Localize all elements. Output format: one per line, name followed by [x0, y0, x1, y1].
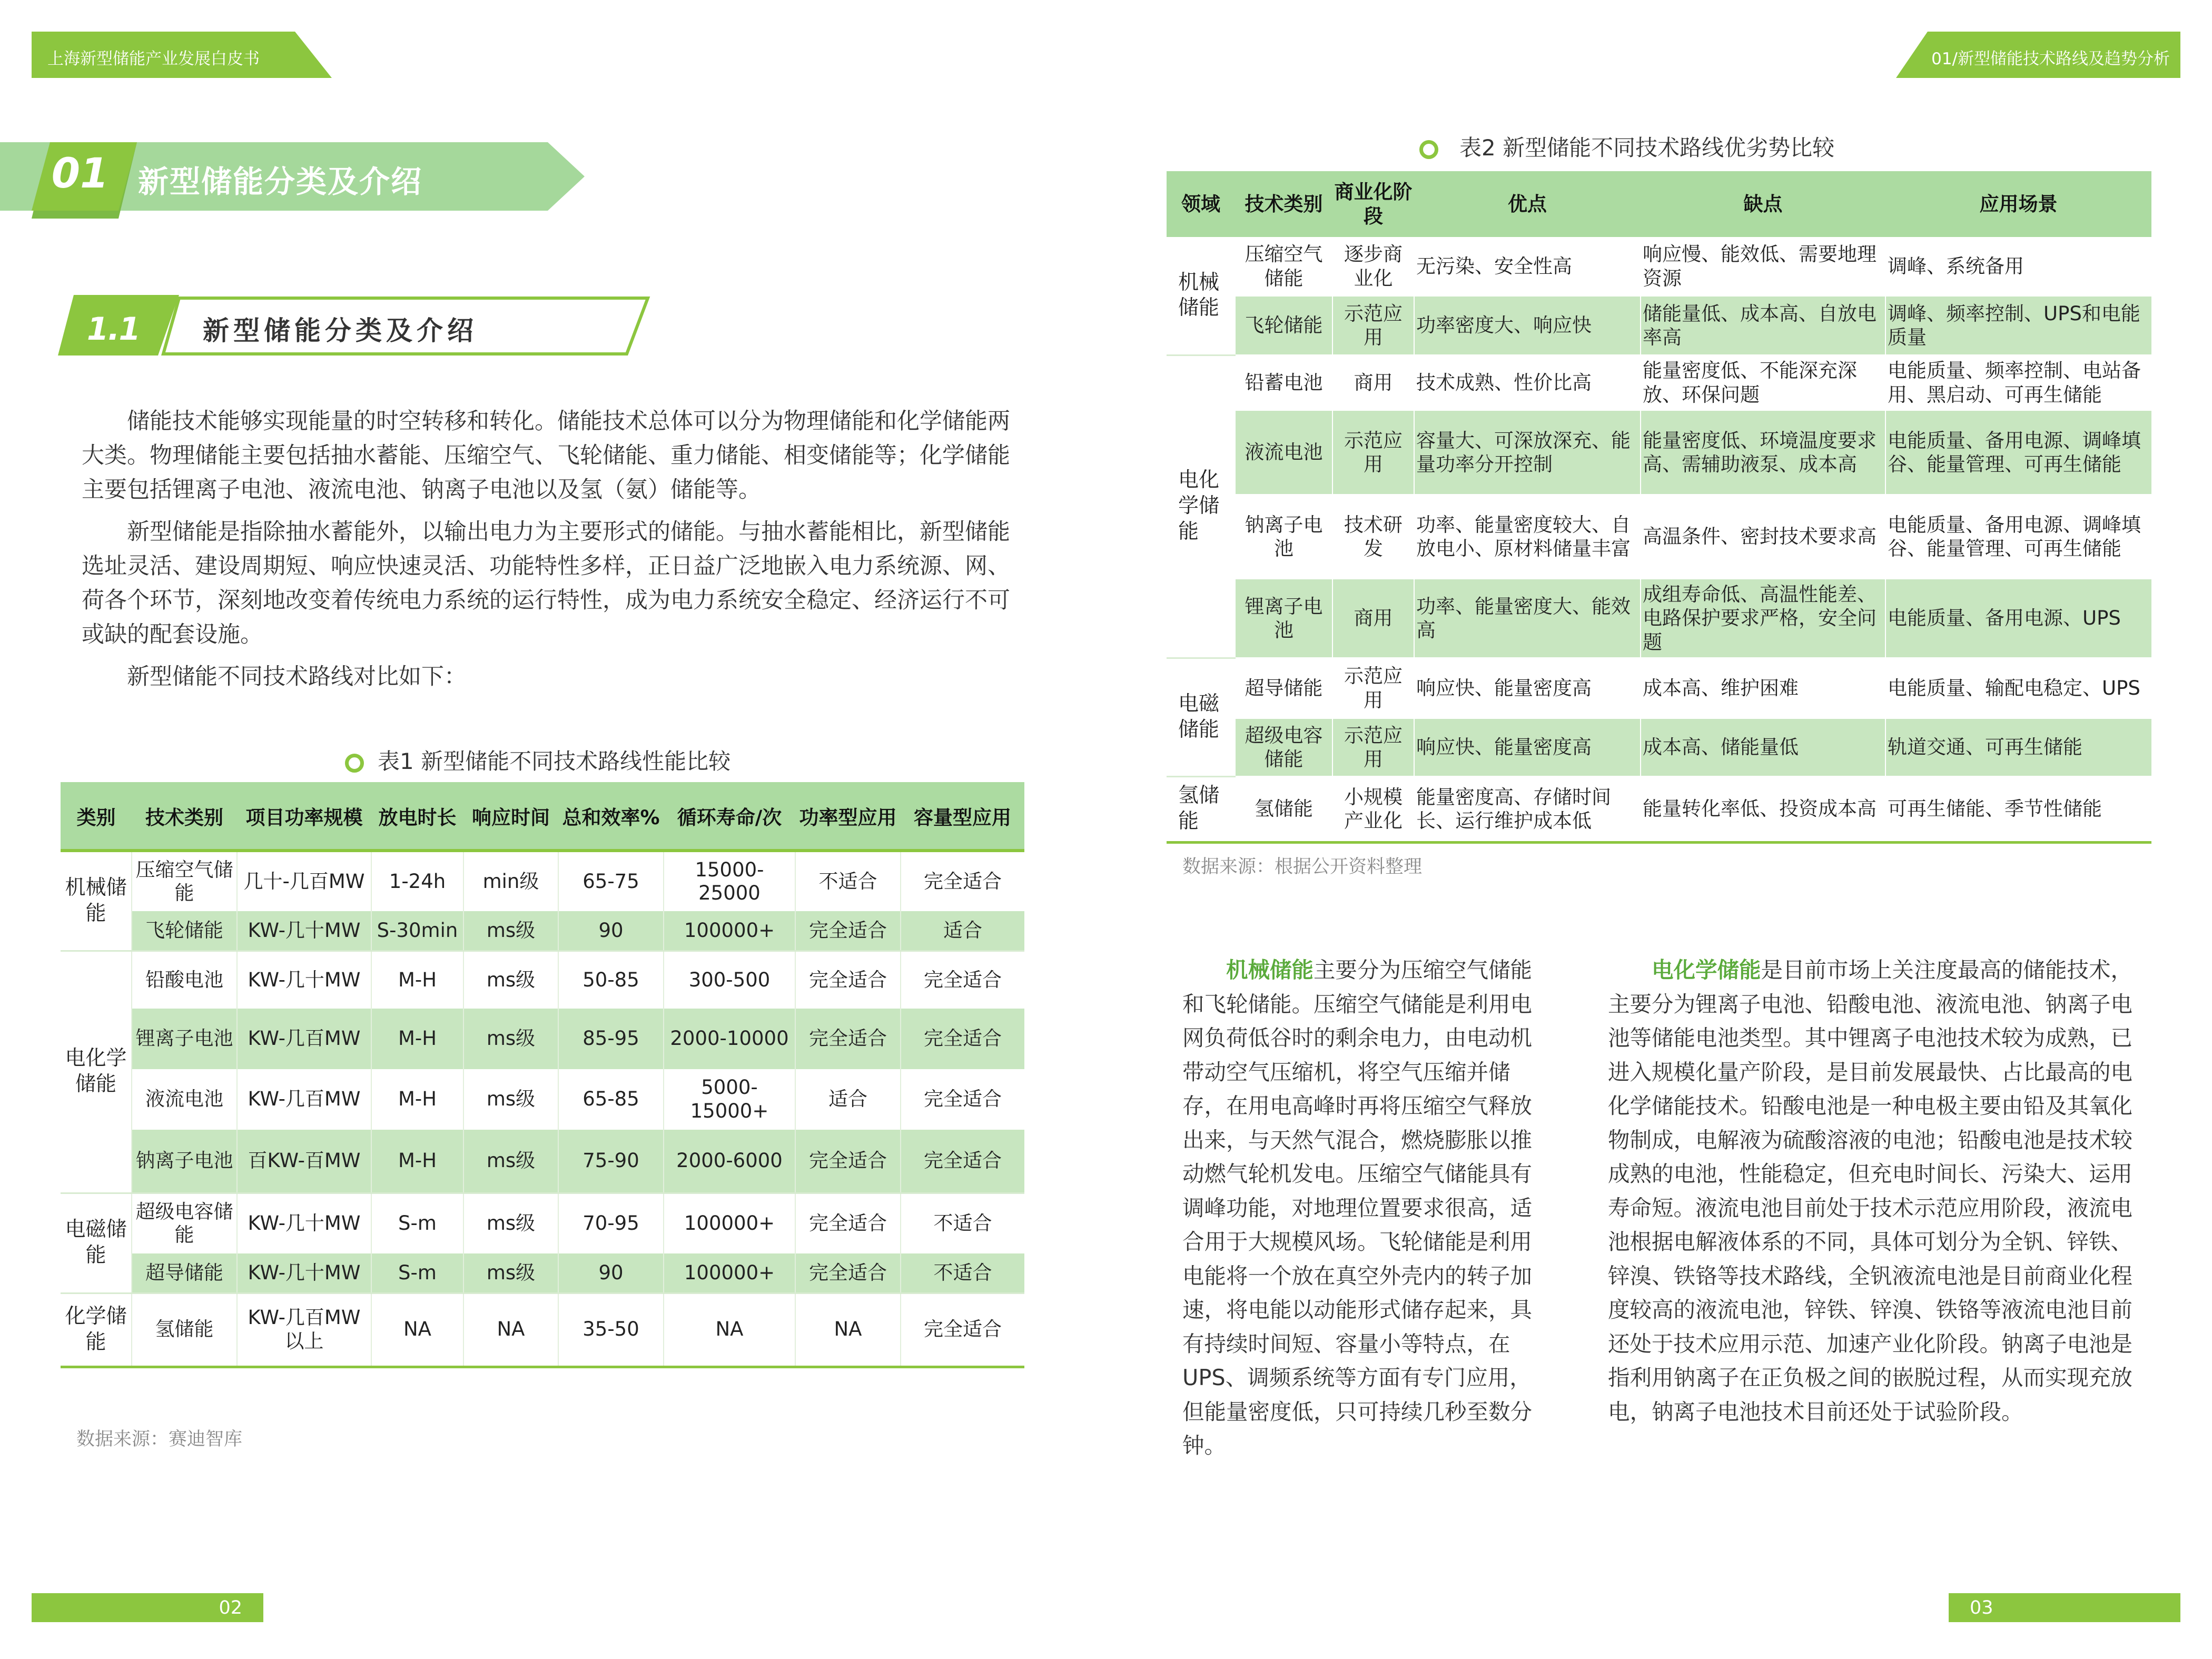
table2-scenario-cell: 轨道交通、可再生储能	[1885, 718, 2151, 776]
table1-category-cell: 机械储能	[61, 851, 132, 951]
table2-pros-cell: 响应快、能量密度高	[1414, 658, 1641, 718]
table1-value-cell: KW-几百MW	[237, 1009, 371, 1069]
table1-value-cell: M-H	[371, 1069, 463, 1130]
table1-value-cell: 完全适合	[901, 951, 1024, 1009]
table1-header-power-app: 功率型应用	[795, 782, 901, 851]
table1-value-cell: ms级	[463, 1069, 558, 1130]
table2-stage-cell: 示范应用	[1332, 410, 1414, 495]
subsection-title: 新型储能分类及介绍	[203, 315, 478, 346]
table2-header-scenarios: 应用场景	[1885, 171, 2151, 237]
table1-header-category: 类别	[61, 782, 132, 851]
table1-value-cell: S-30min	[371, 911, 463, 951]
table1-value-cell: 90	[558, 911, 664, 951]
table2-caption-text: 表2 新型储能不同技术路线优劣势比较	[1459, 135, 1835, 161]
table1-tech-cell: 压缩空气储能	[132, 851, 237, 911]
advantages-table	[1167, 171, 2151, 844]
table2-tech-cell: 液流电池	[1235, 410, 1332, 495]
table1-value-cell: M-H	[371, 1130, 463, 1193]
table2-stage-cell: 商用	[1332, 579, 1414, 658]
table2-scenario-cell: 调峰、频率控制、UPS和电能质量	[1885, 296, 2151, 355]
table1-header-efficiency: 总和效率%	[558, 782, 664, 851]
table2-scenario-cell: 电能质量、备用电源、调峰填谷、能量管理、可再生储能	[1885, 410, 2151, 495]
table2-header-domain: 领域	[1167, 171, 1235, 237]
table1-header-response: 响应时间	[463, 782, 558, 851]
header-left-label: 上海新型储能产业发展白皮书	[47, 50, 260, 68]
table2-stage-cell: 逐步商业化	[1332, 237, 1414, 296]
table2-cons-cell: 响应慢、能效低、需要地理资源	[1641, 237, 1885, 296]
table2-header-pros: 优点	[1414, 171, 1641, 237]
table1-value-cell: S-m	[371, 1253, 463, 1293]
table1-header-duration: 放电时长	[371, 782, 463, 851]
table2-domain-cell: 机械储能	[1167, 237, 1235, 355]
electrochemical-storage-text: 是目前市场上关注度最高的储能技术，主要分为锂离子电池、铅酸电池、液流电池、钠离子电池等储能电池类型。其中锂离子电池技术较为成熟，已进入规模化量产阶段，是目前发展最快、占比最高的电化学储能技术。铅酸电池是一种电极主要由铅及其氧化物制成，电解液为硫酸溶液的电池；铅酸电池是技术较成熟的电池，性能稳定，但充电时间长、污染大、运用寿命短。液流电池目前处于技术示范应用阶段，液流电池根据电解液体系的不同，具体可划分为全钒、锌铁、锌溴、铁铬等技术路线，全钒液流电池是目前商业化程度较高的液流电池，锌铁、锌溴、铁铬等液流电池目前还处于技术应用示范、加速产业化阶段。钠离子电池是指利用钠离子在正负极之间的嵌脱过程，从而实现充放电，钠离子电池技术目前还处于试验阶段。	[1608, 957, 2133, 1425]
table1-value-cell: KW-几十MW	[237, 1193, 371, 1253]
table2-pros-cell: 容量大、可深放深充、能量功率分开控制	[1414, 410, 1641, 495]
table1-value-cell: 完全适合	[901, 1293, 1024, 1367]
table1-value-cell: S-m	[371, 1193, 463, 1253]
table2-pros-cell: 能量密度高、存储时间长、运行维护成本低	[1414, 776, 1641, 842]
table1-value-cell: NA	[795, 1293, 901, 1367]
table1-caption-text: 表1 新型储能不同技术路线性能比较	[378, 748, 731, 774]
table1-value-cell: 适合	[901, 911, 1024, 951]
table2-row	[1167, 355, 2151, 410]
table2-cons-cell: 高温条件、密封技术要求高	[1641, 495, 1885, 579]
table2-stage-cell: 商用	[1332, 355, 1414, 410]
table1-header-tech: 技术类别	[132, 782, 237, 851]
circle-bullet-icon	[345, 754, 364, 773]
table2-tech-cell: 超导储能	[1235, 658, 1332, 718]
table2-cons-cell: 能量密度低、环境温度要求高、需辅助液泵、成本高	[1641, 410, 1885, 495]
table1-source: 数据来源：赛迪智库	[76, 1429, 243, 1450]
intro-paragraph-1: 储能技术能够实现能量的时空转移和转化。储能技术总体可以分为物理储能和化学储能两大类。物理储能主要包括抽水蓄能、压缩空气、飞轮储能、重力储能、相变储能等；化学储能主要包括锂离子电池、液流电池、钠离子电池以及氢（氨）储能等。	[82, 408, 1010, 503]
intro-paragraph-2: 新型储能是指除抽水蓄能外，以输出电力为主要形式的储能。与抽水蓄能相比，新型储能选址灵活、建设周期短、响应快速灵活、功能特性多样，正日益广泛地嵌入电力系统源、网、荷各个环节，深刻地改变着传统电力系统的运行特性，成为电力系统安全稳定、经济运行不可或缺的配套设施。	[82, 519, 1010, 648]
table1-value-cell: 不适合	[901, 1253, 1024, 1293]
table1-value-cell: 适合	[795, 1069, 901, 1130]
footer-left-bar	[32, 1593, 263, 1622]
table1-value-cell: 完全适合	[901, 851, 1024, 911]
table2-stage-cell: 示范应用	[1332, 296, 1414, 355]
table1-row	[61, 1293, 1024, 1367]
table1-row	[61, 1069, 1024, 1130]
table1-value-cell: ms级	[463, 1253, 558, 1293]
table2-pros-cell: 响应快、能量密度高	[1414, 718, 1641, 776]
table2-cons-cell: 能量密度低、不能深充深放、环保问题	[1641, 355, 1885, 410]
table2-pros-cell: 功率、能量密度大、能效高	[1414, 579, 1641, 658]
header-right-label: 01/新型储能技术路线及趋势分析	[1931, 50, 2170, 68]
table1-value-cell: 15000-25000	[664, 851, 795, 911]
table1-value-cell: 完全适合	[901, 1069, 1024, 1130]
table2-tech-cell: 铅蓄电池	[1235, 355, 1332, 410]
electrochemical-storage-term: 电化学储能	[1652, 957, 1761, 983]
table1-value-cell: 不适合	[795, 851, 901, 911]
table2-tech-cell: 钠离子电池	[1235, 495, 1332, 579]
table1-value-cell: ms级	[463, 1193, 558, 1253]
table2-tech-cell: 锂离子电池	[1235, 579, 1332, 658]
table2-stage-cell: 小规模产业化	[1332, 776, 1414, 842]
table2-domain-cell: 电化学储能	[1167, 355, 1235, 658]
table1-value-cell: NA	[463, 1293, 558, 1367]
table2-domain-cell: 电磁储能	[1167, 658, 1235, 776]
table1-value-cell: KW-几百MW以上	[237, 1293, 371, 1367]
table2-scenario-cell: 电能质量、频率控制、电站备用、黑启动、可再生储能	[1885, 355, 2151, 410]
table2-row	[1167, 718, 2151, 776]
table2-source: 数据来源：根据公开资料整理	[1182, 856, 1423, 877]
table1-header-cycle-life: 循环寿命/次	[664, 782, 795, 851]
table1-value-cell: KW-几十MW	[237, 911, 371, 951]
table1-value-cell: NA	[371, 1293, 463, 1367]
table1-value-cell: 5000-15000+	[664, 1069, 795, 1130]
table1-value-cell: 完全适合	[795, 1253, 901, 1293]
table2-caption	[1419, 131, 1834, 162]
performance-table	[61, 782, 1024, 1368]
table1-tech-cell: 铅酸电池	[132, 951, 237, 1009]
section-title: 新型储能分类及介绍	[138, 164, 423, 200]
table1-value-cell: KW-几十MW	[237, 1253, 371, 1293]
mechanical-storage-term: 机械储能	[1226, 957, 1314, 983]
table1-category-cell: 电磁储能	[61, 1193, 132, 1293]
table1-value-cell: 50-85	[558, 951, 664, 1009]
table2-pros-cell: 功率密度大、响应快	[1414, 296, 1641, 355]
table2-scenario-cell: 电能质量、备用电源、UPS	[1885, 579, 2151, 658]
table2-pros-cell: 无污染、安全性高	[1414, 237, 1641, 296]
table1-value-cell: ms级	[463, 1009, 558, 1069]
table1-row	[61, 1130, 1024, 1193]
subsection-number: 1.1	[86, 311, 140, 348]
table2-header-stage: 商业化阶段	[1332, 171, 1414, 237]
intro-text	[82, 404, 1030, 694]
table2-row	[1167, 579, 2151, 658]
table2-domain-cell: 氢储能	[1167, 776, 1235, 842]
table2-cons-cell: 成本高、储能量低	[1641, 718, 1885, 776]
intro-paragraph-3: 新型储能不同技术路线对比如下：	[127, 664, 467, 690]
table2-pros-cell: 功率、能量密度较大、自放电小、原材料储量丰富	[1414, 495, 1641, 579]
page-number-right: 03	[1970, 1597, 1993, 1618]
section-number: 01	[51, 150, 109, 197]
table2-row	[1167, 776, 2151, 842]
table2-row	[1167, 658, 2151, 718]
table1-tech-cell: 超导储能	[132, 1253, 237, 1293]
table2-cons-cell: 能量转化率低、投资成本高	[1641, 776, 1885, 842]
table2-header-cons: 缺点	[1641, 171, 1885, 237]
table1-value-cell: 90	[558, 1253, 664, 1293]
table1-tech-cell: 超级电容储能	[132, 1193, 237, 1253]
table1-tech-cell: 氢储能	[132, 1293, 237, 1367]
table2-cons-cell: 储能量低、成本高、自放电率高	[1641, 296, 1885, 355]
footer-right-bar	[1949, 1593, 2180, 1622]
table2-row	[1167, 296, 2151, 355]
table1-value-cell: 完全适合	[795, 951, 901, 1009]
circle-bullet-icon	[1419, 140, 1438, 159]
table1-header-capacity-app: 容量型应用	[901, 782, 1024, 851]
table2-tech-cell: 超级电容储能	[1235, 718, 1332, 776]
table1-category-cell: 化学储能	[61, 1293, 132, 1367]
table2-tech-cell: 氢储能	[1235, 776, 1332, 842]
table1-value-cell: 完全适合	[795, 1009, 901, 1069]
table1-tech-cell: 锂离子电池	[132, 1009, 237, 1069]
table1-value-cell: 70-95	[558, 1193, 664, 1253]
table1-value-cell: ms级	[463, 911, 558, 951]
table2-row	[1167, 410, 2151, 495]
table2-tech-cell: 飞轮储能	[1235, 296, 1332, 355]
table1-row	[61, 851, 1024, 911]
table1-value-cell: 65-85	[558, 1069, 664, 1130]
mechanical-storage-text: 主要分为压缩空气储能和飞轮储能。压缩空气储能是利用电网负荷低谷时的剩余电力，由电动机带动空气压缩机，将空气压缩并储存，在用电高峰时再将压缩空气释放出来，与天然气混合，燃烧膨胀以推动燃气轮机发电。压缩空气储能具有调峰功能，对地理位置要求很高，适合用于大规模风场。飞轮储能是利用电能将一个放在真空外壳内的转子加速，将电能以动能形式储存起来，具有持续时间短、容量小等特点，在UPS、调频系统等方面有专门应用，但能量密度低，只可持续几秒至数分钟。	[1182, 957, 1533, 1458]
table2-header-tech: 技术类别	[1235, 171, 1332, 237]
table1-value-cell: 2000-6000	[664, 1130, 795, 1193]
electrochemical-storage-paragraph	[1608, 953, 2150, 1429]
table1-value-cell: 300-500	[664, 951, 795, 1009]
table1-value-cell: KW-几百MW	[237, 1069, 371, 1130]
table2-scenario-cell: 可再生储能、季节性储能	[1885, 776, 2151, 842]
table1-value-cell: 完全适合	[795, 1130, 901, 1193]
mechanical-storage-paragraph	[1182, 953, 1540, 1463]
table2-scenario-cell: 电能质量、备用电源、调峰填谷、能量管理、可再生储能	[1885, 495, 2151, 579]
table1-value-cell: 1-24h	[371, 851, 463, 911]
table2-cons-cell: 成本高、维护困难	[1641, 658, 1885, 718]
table1-value-cell: NA	[664, 1293, 795, 1367]
table1-value-cell: 百KW-百MW	[237, 1130, 371, 1193]
table1-tech-cell: 钠离子电池	[132, 1130, 237, 1193]
table1-row	[61, 951, 1024, 1009]
table1-value-cell: 2000-10000	[664, 1009, 795, 1069]
table1-header-scale: 项目功率规模	[237, 782, 371, 851]
table2-stage-cell: 示范应用	[1332, 658, 1414, 718]
table1-caption	[345, 744, 730, 776]
table1-value-cell: 100000+	[664, 1253, 795, 1293]
table1-value-cell: M-H	[371, 951, 463, 1009]
table1-value-cell: 完全适合	[901, 1009, 1024, 1069]
table2-scenario-cell: 调峰、系统备用	[1885, 237, 2151, 296]
table2-tech-cell: 压缩空气储能	[1235, 237, 1332, 296]
table1-value-cell: KW-几十MW	[237, 951, 371, 1009]
table1-category-cell: 电化学储能	[61, 951, 132, 1193]
table2-row	[1167, 495, 2151, 579]
table1-value-cell: ms级	[463, 951, 558, 1009]
table1-row	[61, 1009, 1024, 1069]
table1-value-cell: 35-50	[558, 1293, 664, 1367]
table1-value-cell: 完全适合	[795, 911, 901, 951]
table1-row	[61, 1193, 1024, 1253]
table2-cons-cell: 成组寿命低、高温性能差、电路保护要求严格，安全问题	[1641, 579, 1885, 658]
table1-value-cell: 85-95	[558, 1009, 664, 1069]
table1-value-cell: 75-90	[558, 1130, 664, 1193]
table1-value-cell: 完全适合	[795, 1193, 901, 1253]
table1-value-cell: M-H	[371, 1009, 463, 1069]
table1-tech-cell: 飞轮储能	[132, 911, 237, 951]
table1-value-cell: 几十-几百MW	[237, 851, 371, 911]
table2-stage-cell: 示范应用	[1332, 718, 1414, 776]
page-number-left: 02	[219, 1597, 242, 1618]
table1-value-cell: 100000+	[664, 911, 795, 951]
table1-value-cell: 完全适合	[901, 1130, 1024, 1193]
table2-pros-cell: 技术成熟、性价比高	[1414, 355, 1641, 410]
table1-tech-cell: 液流电池	[132, 1069, 237, 1130]
table1-row	[61, 911, 1024, 951]
table2-scenario-cell: 电能质量、输配电稳定、UPS	[1885, 658, 2151, 718]
table1-row	[61, 1253, 1024, 1293]
table1-value-cell: 不适合	[901, 1193, 1024, 1253]
table1-value-cell: ms级	[463, 1130, 558, 1193]
table1-value-cell: 65-75	[558, 851, 664, 911]
table1-value-cell: min级	[463, 851, 558, 911]
table2-stage-cell: 技术研发	[1332, 495, 1414, 579]
table1-value-cell: 100000+	[664, 1193, 795, 1253]
table2-row	[1167, 237, 2151, 296]
